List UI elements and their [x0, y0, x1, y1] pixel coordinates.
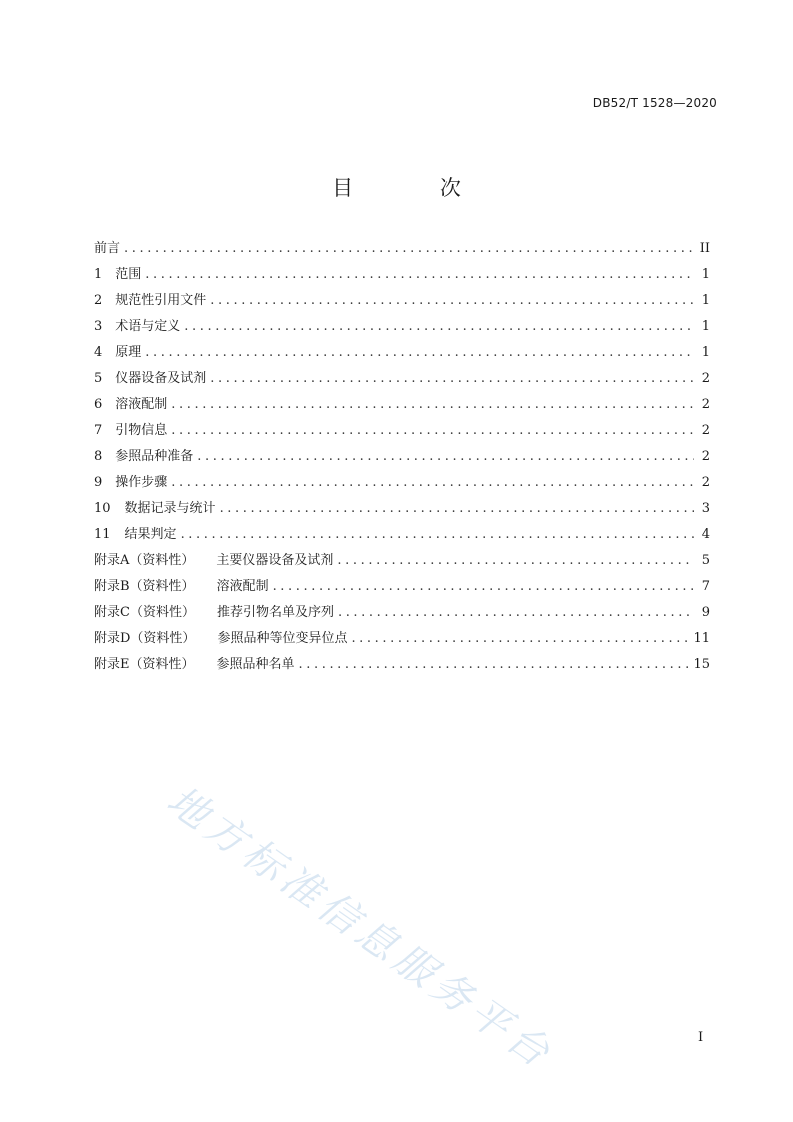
toc-entry-label: 参照品种准备: [115, 449, 194, 464]
toc-entry-label: 原理: [115, 345, 142, 360]
toc-leader-dots: [220, 496, 694, 522]
toc-entry-number: 4: [94, 345, 103, 360]
toc-entry-number: 11: [94, 527, 111, 542]
toc-leader-dots: [351, 626, 689, 652]
toc-leader-dots: [145, 262, 694, 288]
toc-entry-number: 附录D（资料性）: [94, 631, 196, 646]
toc-entry-page: 4: [701, 527, 710, 542]
toc-entry-page: 2: [701, 423, 710, 438]
toc-entry-page: 3: [701, 501, 710, 516]
toc-entry-label: 数据记录与统计: [124, 501, 216, 516]
toc-entry[interactable]: [94, 314, 710, 340]
toc-entry[interactable]: [94, 366, 710, 392]
toc-entry-number: 附录E（资料性）: [94, 657, 195, 672]
toc-leader-dots: [197, 444, 694, 470]
toc-leader-dots: [184, 314, 694, 340]
toc-entry-label: 仪器设备及试剂: [115, 371, 207, 386]
toc-entry[interactable]: [94, 600, 710, 626]
toc-entry-page: 2: [701, 397, 710, 412]
table-of-contents: [94, 236, 710, 678]
toc-leader-dots: [171, 418, 694, 444]
toc-leader-dots: [124, 236, 694, 262]
watermark: 地方标准信息服务平台: [158, 777, 562, 1079]
toc-entry[interactable]: [94, 470, 710, 496]
toc-entry-number: 1: [94, 267, 103, 282]
toc-entry-page: 9: [701, 605, 710, 620]
toc-entry-page: 2: [701, 449, 710, 464]
toc-entry-number: 3: [94, 319, 103, 334]
toc-entry[interactable]: [94, 574, 710, 600]
toc-leader-dots: [171, 392, 694, 418]
toc-entry-page: 15: [693, 657, 710, 672]
toc-leader-dots: [145, 340, 694, 366]
toc-leader-dots: [171, 470, 694, 496]
toc-leader-dots: [337, 548, 694, 574]
toc-entry-number: 2: [94, 293, 103, 308]
toc-entry[interactable]: [94, 392, 710, 418]
document-code: DB52/T 1528—2020: [592, 96, 717, 110]
toc-entry-number: 10: [94, 501, 111, 516]
toc-entry[interactable]: [94, 288, 710, 314]
toc-leader-dots: [338, 600, 694, 626]
page-title: 目 次: [332, 176, 501, 200]
toc-entry-number: 6: [94, 397, 103, 412]
toc-entry-page: 1: [701, 319, 710, 334]
toc-entry-label: 主要仪器设备及试剂: [216, 553, 334, 568]
toc-leader-dots: [210, 366, 694, 392]
toc-leader-dots: [273, 574, 694, 600]
toc-entry-label: 溶液配制: [115, 397, 168, 412]
toc-entry-label: 操作步骤: [115, 475, 168, 490]
toc-entry-label: 参照品种名单: [216, 657, 295, 672]
toc-entry-label: 溶液配制: [216, 579, 269, 594]
toc-entry[interactable]: [94, 548, 710, 574]
toc-entry[interactable]: [94, 340, 710, 366]
toc-entry-label: 参照品种等位变异位点: [217, 631, 348, 646]
toc-entry-label: 引物信息: [115, 423, 168, 438]
toc-entry[interactable]: [94, 418, 710, 444]
toc-entry[interactable]: [94, 444, 710, 470]
toc-entry-number: 5: [94, 371, 103, 386]
toc-entry-label: 范围: [115, 267, 142, 282]
toc-entry[interactable]: [94, 522, 710, 548]
toc-entry-page: 2: [701, 371, 710, 386]
toc-entry-page: 7: [701, 579, 710, 594]
toc-entry-label: 前言: [94, 241, 121, 256]
toc-entry-number: 8: [94, 449, 103, 464]
toc-entry-page: 11: [693, 631, 710, 646]
toc-entry-page: II: [699, 241, 710, 256]
toc-entry-number: 7: [94, 423, 103, 438]
toc-entry-number: 附录C（资料性）: [94, 605, 195, 620]
toc-entry-label: 规范性引用文件: [115, 293, 207, 308]
toc-entry-page: 1: [701, 293, 710, 308]
toc-entry[interactable]: [94, 262, 710, 288]
toc-leader-dots: [181, 522, 694, 548]
toc-leader-dots: [210, 288, 694, 314]
toc-leader-dots: [299, 652, 690, 678]
toc-entry[interactable]: [94, 236, 710, 262]
toc-entry-label: 术语与定义: [115, 319, 181, 334]
toc-entry[interactable]: [94, 626, 710, 652]
toc-entry-page: 2: [701, 475, 710, 490]
toc-entry-label: 结果判定: [124, 527, 177, 542]
toc-entry[interactable]: [94, 496, 710, 522]
toc-entry-page: 5: [701, 553, 710, 568]
page-number: I: [698, 1030, 704, 1045]
toc-entry-page: 1: [701, 267, 710, 282]
toc-entry-label: 推荐引物名单及序列: [216, 605, 334, 620]
toc-entry-number: 附录B（资料性）: [94, 579, 195, 594]
toc-entry[interactable]: [94, 652, 710, 678]
toc-entry-number: 附录A（资料性）: [94, 553, 195, 568]
toc-entry-page: 1: [701, 345, 710, 360]
toc-entry-number: 9: [94, 475, 103, 490]
